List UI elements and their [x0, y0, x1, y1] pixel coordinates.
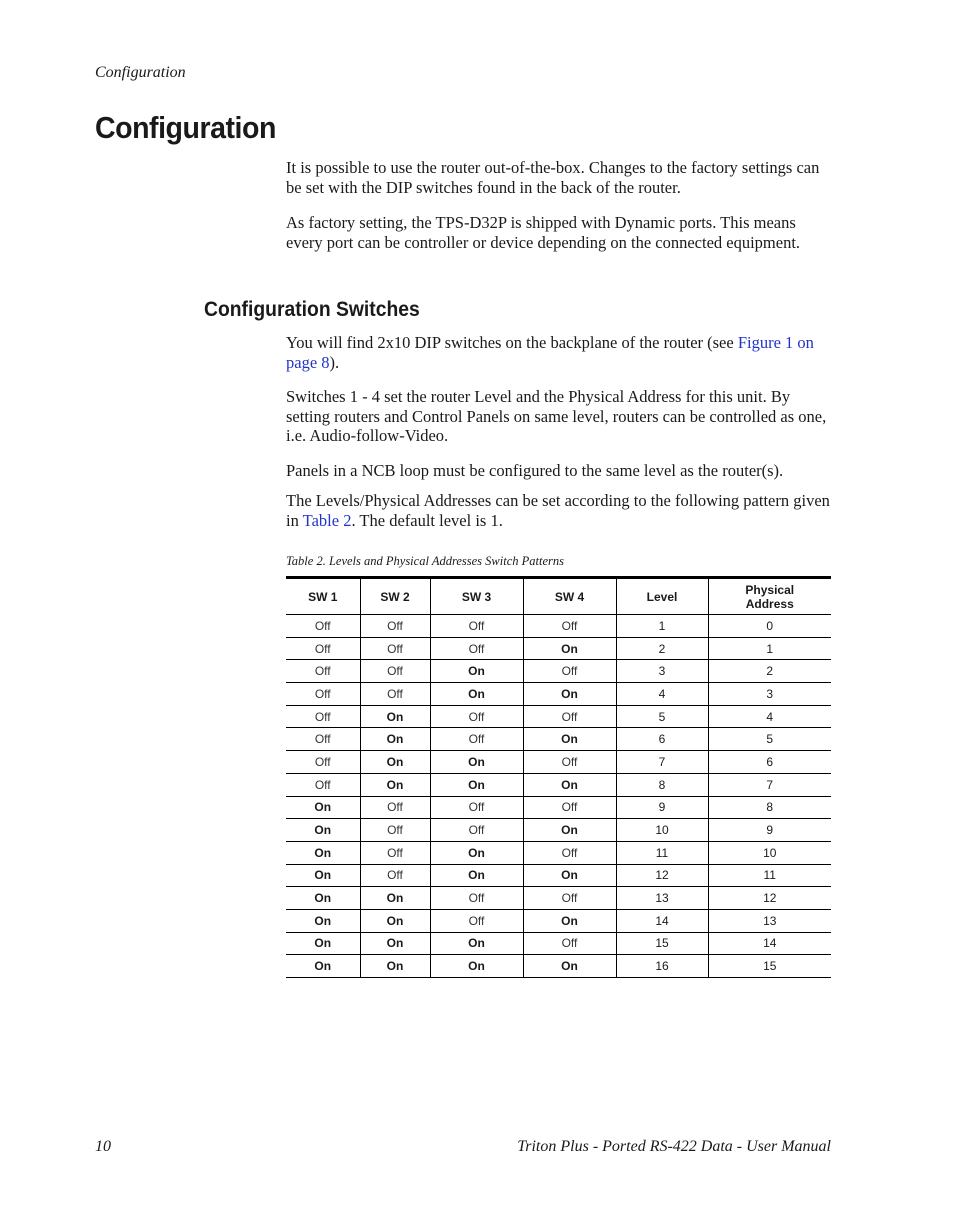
cell-sw4: On [523, 728, 616, 751]
cell-sw2: On [360, 705, 430, 728]
cell-level: 1 [616, 615, 708, 638]
cell-sw4: On [523, 909, 616, 932]
cell-sw3: Off [430, 796, 523, 819]
table-body [286, 615, 831, 978]
cell-physical-address: 4 [708, 705, 831, 728]
cell-sw4: Off [523, 705, 616, 728]
cell-physical-address: 2 [708, 660, 831, 683]
intro-paragraph-1: It is possible to use the router out-of-the-box. Changes to the factory settings can be set with the DIP switches found in the back of the router. [286, 158, 820, 197]
table-row [286, 751, 831, 774]
intro-paragraph-2: As factory setting, the TPS-D32P is shipped with Dynamic ports. This means every port can be controller or device depending on the connected equipment. [286, 213, 801, 252]
cell-sw3: On [430, 841, 523, 864]
table-row [286, 615, 831, 638]
cell-sw4: Off [523, 615, 616, 638]
cell-physical-address: 1 [708, 637, 831, 660]
table-2-link[interactable]: Table 2 [302, 510, 352, 530]
cell-physical-address: 0 [708, 615, 831, 638]
cell-level: 15 [616, 932, 708, 955]
cell-sw3: On [430, 864, 523, 887]
cell-level: 10 [616, 819, 708, 842]
cell-level: 2 [616, 637, 708, 660]
cell-sw1: On [286, 841, 360, 864]
cell-sw1: Off [286, 705, 360, 728]
section-paragraph-4-text-start: The Levels/Physical Addresses can be set according to the following pattern given in [286, 491, 830, 530]
cell-sw4: On [523, 864, 616, 887]
column-header-level: Level [616, 578, 708, 615]
cell-sw1: Off [286, 660, 360, 683]
cell-sw4: Off [523, 751, 616, 774]
cell-physical-address: 7 [708, 773, 831, 796]
cell-sw3: Off [430, 728, 523, 751]
cell-sw2: On [360, 728, 430, 751]
cell-sw1: Off [286, 773, 360, 796]
cell-sw3: On [430, 751, 523, 774]
cell-sw2: Off [360, 637, 430, 660]
cell-level: 5 [616, 705, 708, 728]
cell-physical-address: 9 [708, 819, 831, 842]
section-paragraph-3: Panels in a NCB loop must be configured to the same level as the router(s). [286, 461, 784, 480]
section-paragraph-1-text-start: You will find 2x10 DIP switches on the backplane of the router (see [286, 333, 738, 352]
cell-level: 9 [616, 796, 708, 819]
cell-sw4: On [523, 955, 616, 978]
section-paragraph-1-text-end: ). [329, 352, 340, 372]
cell-sw3: Off [430, 615, 523, 638]
table-row [286, 932, 831, 955]
cell-level: 13 [616, 887, 708, 910]
table-row [286, 683, 831, 706]
cell-sw2: Off [360, 841, 430, 864]
cell-sw3: Off [430, 637, 523, 660]
table-row [286, 887, 831, 910]
section-paragraph-4 [286, 491, 834, 530]
cell-sw4: Off [523, 796, 616, 819]
section-paragraph-1 [286, 333, 834, 372]
cell-sw2: On [360, 955, 430, 978]
column-header-sw4: SW 4 [523, 578, 616, 615]
cell-physical-address: 3 [708, 683, 831, 706]
column-header-physical-address: Physical Address [708, 578, 831, 615]
figure-1-link[interactable]: Figure 1 on page 8 [286, 333, 814, 372]
cell-sw1: On [286, 864, 360, 887]
cell-physical-address: 11 [708, 864, 831, 887]
table-row [286, 773, 831, 796]
cell-level: 12 [616, 864, 708, 887]
table-row [286, 728, 831, 751]
table-row [286, 705, 831, 728]
cell-sw3: On [430, 660, 523, 683]
cell-sw4: On [523, 683, 616, 706]
cell-level: 7 [616, 751, 708, 774]
cell-sw2: Off [360, 796, 430, 819]
cell-sw2: Off [360, 864, 430, 887]
cell-physical-address: 6 [708, 751, 831, 774]
cell-sw4: On [523, 819, 616, 842]
cell-sw1: On [286, 796, 360, 819]
table-row [286, 909, 831, 932]
cell-sw3: On [430, 773, 523, 796]
cell-sw3: On [430, 932, 523, 955]
cell-sw1: Off [286, 751, 360, 774]
section-title: Configuration Switches [204, 298, 420, 321]
cell-level: 8 [616, 773, 708, 796]
cell-level: 11 [616, 841, 708, 864]
table-row [286, 796, 831, 819]
cell-sw1: Off [286, 683, 360, 706]
cell-sw4: On [523, 637, 616, 660]
cell-level: 6 [616, 728, 708, 751]
cell-physical-address: 13 [708, 909, 831, 932]
section-paragraph-2: Switches 1 - 4 set the router Level and the Physical Address for this unit. By setting routers and Control Panels on same level, routers can be controlled as one, i.e. Audio-follow-Video. [286, 387, 827, 445]
page-title: Configuration [95, 110, 276, 145]
cell-sw2: On [360, 932, 430, 955]
table-row [286, 660, 831, 683]
cell-sw2: On [360, 887, 430, 910]
cell-physical-address: 15 [708, 955, 831, 978]
cell-sw4: On [523, 773, 616, 796]
cell-sw3: Off [430, 705, 523, 728]
cell-level: 16 [616, 955, 708, 978]
cell-sw4: Off [523, 660, 616, 683]
cell-sw1: Off [286, 615, 360, 638]
column-header-sw3: SW 3 [430, 578, 523, 615]
cell-sw4: Off [523, 932, 616, 955]
table-row [286, 955, 831, 978]
running-header: Configuration [95, 64, 186, 81]
cell-physical-address: 5 [708, 728, 831, 751]
cell-sw1: On [286, 932, 360, 955]
cell-sw2: Off [360, 615, 430, 638]
cell-sw2: Off [360, 660, 430, 683]
cell-physical-address: 8 [708, 796, 831, 819]
column-header-sw1: SW 1 [308, 589, 338, 604]
cell-sw2: Off [360, 683, 430, 706]
cell-sw1: On [286, 819, 360, 842]
table-header-row [286, 578, 831, 615]
cell-sw1: On [286, 887, 360, 910]
footer-document-title: Triton Plus - Ported RS-422 Data - User Manual [517, 1138, 831, 1155]
cell-sw3: On [430, 683, 523, 706]
cell-sw4: Off [523, 841, 616, 864]
page-number: 10 [95, 1138, 111, 1155]
cell-physical-address: 14 [708, 932, 831, 955]
cell-sw2: Off [360, 819, 430, 842]
table-row [286, 864, 831, 887]
table-row [286, 637, 831, 660]
cell-sw2: On [360, 751, 430, 774]
cell-level: 3 [616, 660, 708, 683]
cell-sw3: On [430, 955, 523, 978]
cell-level: 4 [616, 683, 708, 706]
cell-sw3: Off [430, 909, 523, 932]
cell-sw2: On [360, 909, 430, 932]
cell-sw1: Off [286, 728, 360, 751]
cell-sw3: Off [430, 887, 523, 910]
table-row [286, 819, 831, 842]
table-caption: Table 2. Levels and Physical Addresses Switch Patterns [286, 554, 564, 568]
cell-physical-address: 12 [708, 887, 831, 910]
cell-sw2: On [360, 773, 430, 796]
cell-sw1: Off [286, 637, 360, 660]
table-row [286, 841, 831, 864]
cell-sw3: Off [430, 819, 523, 842]
switch-pattern-table [286, 576, 831, 978]
cell-sw1: On [286, 909, 360, 932]
section-paragraph-4-text-end: . The default level is 1. [351, 510, 503, 530]
cell-level: 14 [616, 909, 708, 932]
cell-sw4: Off [523, 887, 616, 910]
cell-physical-address: 10 [708, 841, 831, 864]
cell-sw1: On [286, 955, 360, 978]
column-header-sw2: SW 2 [360, 578, 430, 615]
